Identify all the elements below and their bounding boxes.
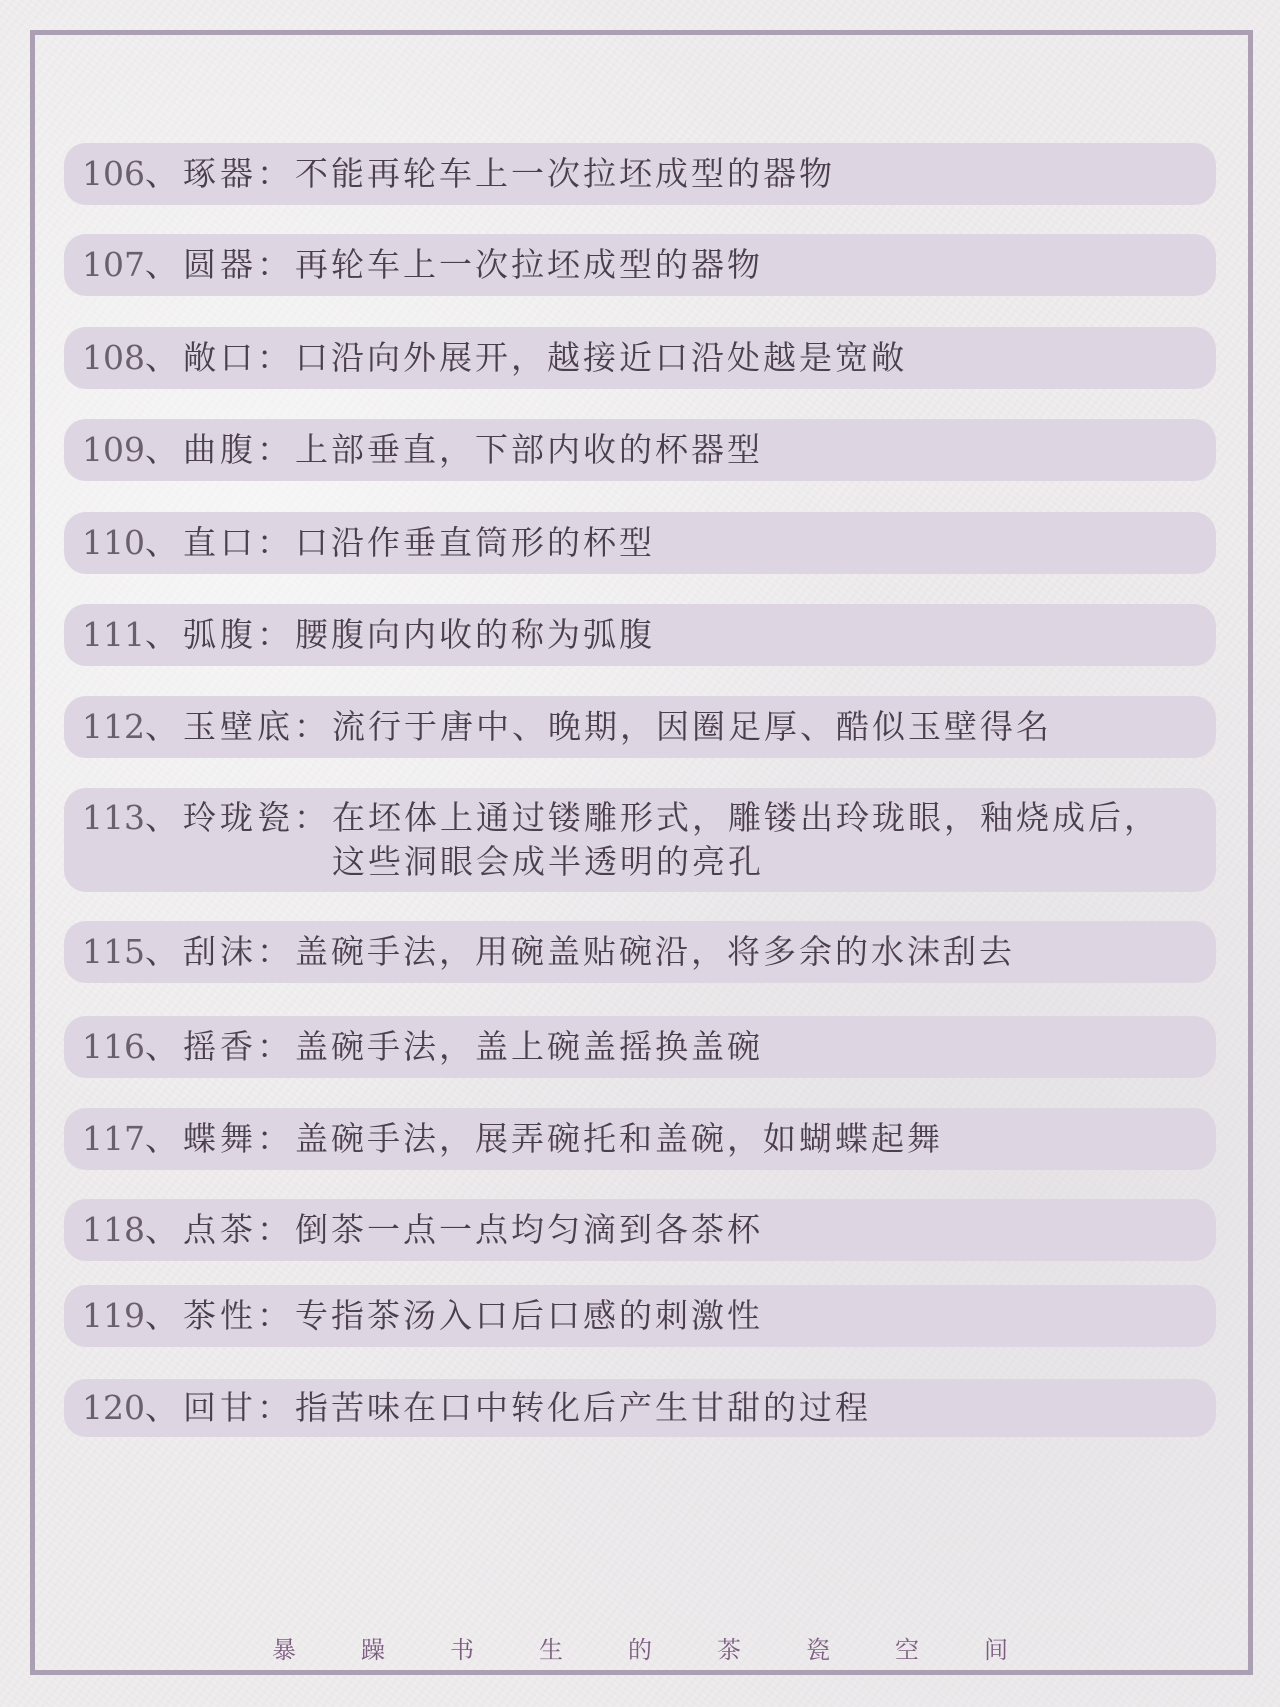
entry-description: 盖碗手法，盖上碗盖摇换盖碗 (295, 1027, 763, 1066)
entry-colon: ： (257, 1210, 293, 1249)
entry-term: 曲腹 (183, 430, 257, 469)
list-item (64, 604, 1216, 666)
list-item (64, 1199, 1216, 1261)
entry-colon: ： (257, 154, 293, 193)
entry-colon: ： (257, 430, 293, 469)
entry-separator: 、 (145, 245, 181, 284)
entry-separator: 、 (145, 932, 181, 971)
entry-number: 120 (82, 1388, 145, 1427)
entry-separator: 、 (145, 707, 181, 746)
entry-colon: ： (294, 707, 330, 746)
entry-number: 112 (82, 707, 145, 746)
entry-term: 玲珑瓷 (183, 798, 294, 837)
entry-number: 118 (82, 1210, 145, 1249)
list-item (64, 1016, 1216, 1078)
entry-colon: ： (257, 1027, 293, 1066)
list-item (64, 1108, 1216, 1170)
list-item (64, 512, 1216, 574)
entry-term: 摇香 (183, 1027, 257, 1066)
footer-char: 的 (628, 1636, 652, 1664)
entry-separator: 、 (145, 615, 181, 654)
entry-colon: ： (257, 245, 293, 284)
entry-description: 不能再轮车上一次拉坯成型的器物 (295, 154, 835, 193)
list-item (64, 1379, 1216, 1437)
entry-number: 117 (82, 1119, 145, 1158)
list-item (64, 1285, 1216, 1347)
entry-description: 盖碗手法，用碗盖贴碗沿，将多余的水沫刮去 (295, 932, 1015, 971)
list-item (64, 696, 1216, 758)
entry-number: 107 (82, 245, 145, 284)
entry-separator: 、 (145, 1027, 181, 1066)
footer-char: 生 (539, 1636, 563, 1664)
entry-term: 圆器 (183, 245, 257, 284)
entry-description: 再轮车上一次拉坯成型的器物 (295, 245, 763, 284)
entry-separator: 、 (145, 430, 181, 469)
entry-description: 流行于唐中、晚期，因圈足厚、酷似玉壁得名 (332, 707, 1052, 746)
entry-number: 109 (82, 430, 145, 469)
entry-colon: ： (257, 1119, 293, 1158)
footer-char: 茶 (717, 1636, 741, 1664)
entry-number: 119 (82, 1296, 145, 1335)
list-item (64, 921, 1216, 983)
entry-description-line2: 这些洞眼会成半透明的亮孔 (332, 842, 764, 881)
footer-char: 躁 (361, 1636, 385, 1664)
entry-term: 玉壁底 (183, 707, 294, 746)
entry-description: 上部垂直，下部内收的杯器型 (295, 430, 763, 469)
list-item (64, 143, 1216, 205)
footer-char: 间 (984, 1636, 1008, 1664)
entry-term: 蝶舞 (183, 1119, 257, 1158)
entry-term: 琢器 (183, 154, 257, 193)
entry-description: 口沿向外展开，越接近口沿处越是宽敞 (295, 338, 907, 377)
entry-description: 在坯体上通过镂雕形式，雕镂出玲珑眼，釉烧成后， (332, 798, 1160, 837)
entry-term: 弧腹 (183, 615, 257, 654)
footer-char: 书 (450, 1636, 474, 1664)
footer-char: 瓷 (806, 1636, 830, 1664)
entry-separator: 、 (145, 154, 181, 193)
entry-separator: 、 (145, 1296, 181, 1335)
entry-number: 111 (82, 615, 145, 654)
footer-char: 暴 (272, 1636, 296, 1664)
entry-description: 腰腹向内收的称为弧腹 (295, 615, 655, 654)
entry-description: 指苦味在口中转化后产生甘甜的过程 (295, 1388, 871, 1427)
entry-colon: ： (257, 932, 293, 971)
list-item (64, 419, 1216, 481)
entry-separator: 、 (145, 798, 181, 837)
entry-term: 回甘 (183, 1388, 257, 1427)
list-item (64, 788, 1216, 892)
entry-description: 专指茶汤入口后口感的刺激性 (295, 1296, 763, 1335)
entry-number: 108 (82, 338, 145, 377)
entry-colon: ： (257, 523, 293, 562)
entry-separator: 、 (145, 1388, 181, 1427)
entry-number: 116 (82, 1027, 145, 1066)
entry-description: 倒茶一点一点均匀滴到各茶杯 (295, 1210, 763, 1249)
entry-term: 刮沫 (183, 932, 257, 971)
entry-description-block (332, 796, 1160, 884)
entry-number: 115 (82, 932, 145, 971)
entry-colon: ： (294, 798, 330, 837)
entry-term: 点茶 (183, 1210, 257, 1249)
entry-description: 盖碗手法，展弄碗托和盖碗，如蝴蝶起舞 (295, 1119, 943, 1158)
entry-colon: ： (257, 1388, 293, 1427)
entry-term: 直口 (183, 523, 257, 562)
entry-colon: ： (257, 1296, 293, 1335)
entry-separator: 、 (145, 523, 181, 562)
entry-description: 口沿作垂直筒形的杯型 (295, 523, 655, 562)
entry-colon: ： (257, 615, 293, 654)
entry-separator: 、 (145, 1119, 181, 1158)
entry-separator: 、 (145, 338, 181, 377)
list-item (64, 327, 1216, 389)
entry-number: 106 (82, 154, 145, 193)
footer-signature (0, 1630, 1280, 1674)
entry-number: 113 (82, 798, 145, 837)
entry-separator: 、 (145, 1210, 181, 1249)
entry-term: 茶性 (183, 1296, 257, 1335)
entry-number: 110 (82, 523, 145, 562)
footer-char: 空 (895, 1636, 919, 1664)
list-item (64, 234, 1216, 296)
entry-term: 敞口 (183, 338, 257, 377)
entry-colon: ： (257, 338, 293, 377)
